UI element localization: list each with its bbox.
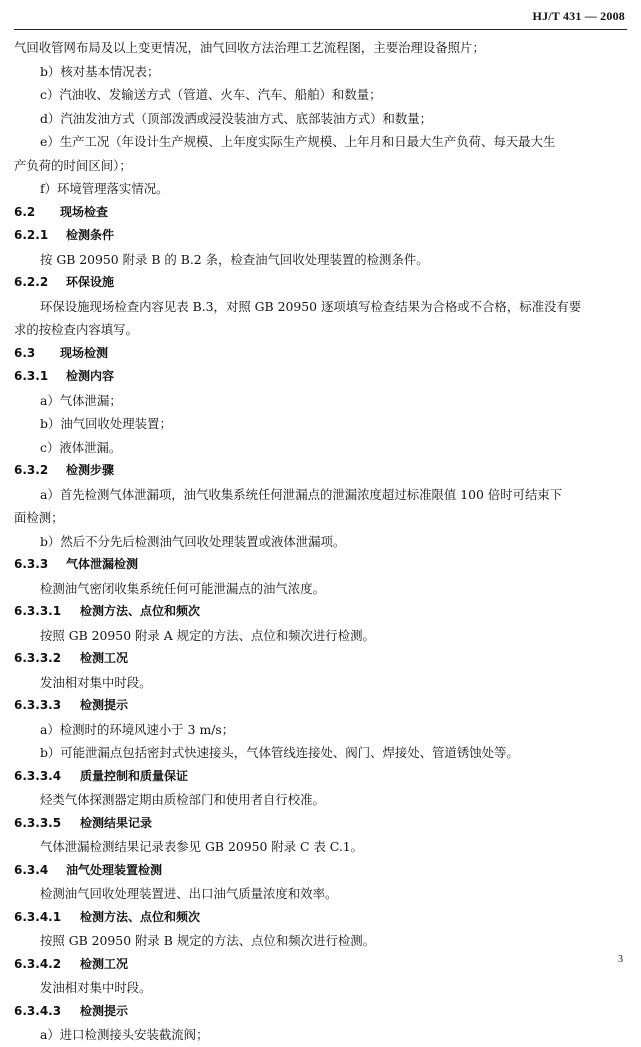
paragraph-line: 气回收管网布局及以上变更情况，油气回收方法治理工艺流程图，主要治理设备照片； bbox=[14, 40, 485, 55]
section-heading bbox=[14, 953, 627, 977]
section-number: 6.3.4.3 bbox=[14, 1003, 62, 1018]
section-number: 6.2.1 bbox=[14, 228, 49, 242]
paragraph-line: a）检测时的环境风速小于 3 m/s； bbox=[40, 721, 235, 737]
paragraph-line: 环保设施现场检查内容见表 B.3，对照 GB 20950 逐项填写检查结果为合格或不合格，标准没有要 bbox=[40, 298, 582, 314]
section-heading bbox=[14, 553, 627, 577]
paragraph-line: 求的按检查内容填写。 bbox=[14, 322, 138, 337]
paragraph-line: b）可能泄漏点包括密封式快速接头，气体管线连接处、阀门、焊接处、管道锈蚀处等。 bbox=[40, 745, 519, 760]
paragraph-line: 按 GB 20950 附录 B 的 B.2 条，检查油气回收处理装置的检测条件。 bbox=[40, 251, 429, 267]
paragraph-line: 按照 GB 20950 附录 A 规定的方法、点位和频次进行检测。 bbox=[40, 627, 375, 643]
section-title: 现场检测 bbox=[60, 345, 109, 360]
section-title: 气体泄漏检测 bbox=[66, 557, 139, 571]
section-heading bbox=[14, 271, 627, 295]
section-title: 检测内容 bbox=[66, 369, 115, 383]
section-number: 6.3.4 bbox=[14, 862, 49, 877]
section-heading bbox=[14, 342, 627, 366]
paragraph-line: 发油相对集中时段。 bbox=[40, 674, 152, 690]
page-number: 3 bbox=[618, 954, 623, 965]
paragraph-line: e）生产工况（年设计生产规模、上年度实际生产规模、上年月和日最大生产负荷、每天最大生 bbox=[40, 134, 556, 149]
section-number: 6.3.3 bbox=[14, 557, 49, 571]
paragraph-line: 发油相对集中时段。 bbox=[40, 980, 152, 995]
section-number: 6.3.3.3 bbox=[14, 698, 62, 712]
section-number: 6.2 bbox=[14, 204, 36, 219]
section-heading bbox=[14, 694, 627, 718]
standard-code-header: HJ/T 431 — 2008 bbox=[532, 9, 625, 23]
section-heading bbox=[14, 201, 627, 225]
section-number: 6.3 bbox=[14, 345, 36, 360]
document-body bbox=[14, 36, 627, 1047]
section-number: 6.3.1 bbox=[14, 369, 49, 383]
section-heading bbox=[14, 812, 627, 836]
section-number: 6.2.2 bbox=[14, 275, 49, 289]
section-title: 油气处理装置检测 bbox=[66, 862, 163, 877]
section-heading bbox=[14, 1000, 627, 1024]
section-title: 检测提示 bbox=[80, 698, 129, 712]
paragraph-line: b）油气回收处理装置； bbox=[40, 416, 172, 431]
section-heading bbox=[14, 600, 627, 624]
section-number: 6.3.3.4 bbox=[14, 768, 62, 783]
paragraph-line: a）进口检测接头安装截流阀； bbox=[40, 1027, 209, 1042]
section-number: 6.3.3.2 bbox=[14, 651, 62, 665]
section-heading bbox=[14, 906, 627, 930]
section-heading bbox=[14, 859, 627, 883]
section-number: 6.3.2 bbox=[14, 463, 49, 477]
section-title: 检测方法、点位和频次 bbox=[80, 604, 201, 618]
paragraph-line: a）首先检测气体泄漏项，油气收集系统任何泄漏点的泄漏浓度超过标准限值 100 倍时可结束下 bbox=[40, 486, 563, 502]
section-number: 6.3.4.2 bbox=[14, 956, 62, 971]
section-number: 6.3.4.1 bbox=[14, 909, 62, 924]
paragraph-line: 气体泄漏检测结果记录表参见 GB 20950 附录 C 表 C.1。 bbox=[40, 839, 364, 854]
section-heading bbox=[14, 765, 627, 789]
paragraph-line: 产负荷的时间区间）； bbox=[14, 157, 132, 173]
paragraph-line: 面检测； bbox=[14, 510, 64, 525]
paragraph-line: d）汽油发油方式（顶部泼洒或浸没装油方式、底部装油方式）和数量； bbox=[40, 110, 433, 126]
section-number: 6.3.3.1 bbox=[14, 604, 62, 618]
paragraph-line: f）环境管理落实情况。 bbox=[40, 181, 169, 196]
section-title: 检测工况 bbox=[80, 956, 129, 971]
section-title: 检测条件 bbox=[66, 228, 115, 242]
paragraph-line: 检测油气密闭收集系统任何可能泄漏点的油气浓度。 bbox=[40, 580, 325, 596]
paragraph-line: c）液体泄漏。 bbox=[40, 439, 122, 455]
section-title: 检测工况 bbox=[80, 651, 129, 665]
paragraph-line: c）汽油收、发输送方式（管道、火车、汽车、船舶）和数量； bbox=[40, 87, 382, 102]
section-number: 6.3.3.5 bbox=[14, 815, 62, 830]
paragraph-line: 烃类气体探测器定期由质检部门和使用者自行校准。 bbox=[40, 792, 325, 807]
section-heading bbox=[14, 459, 627, 483]
paragraph-line: b）然后不分先后检测油气回收处理装置或液体泄漏项。 bbox=[40, 533, 346, 549]
paragraph-line: a）气体泄漏； bbox=[40, 392, 122, 408]
paragraph-line: b）核对基本情况表； bbox=[40, 63, 160, 79]
section-heading bbox=[14, 647, 627, 671]
section-heading bbox=[14, 224, 627, 248]
paragraph-line: 检测油气回收处理装置进、出口油气质量浓度和效率。 bbox=[40, 886, 338, 901]
header-rule bbox=[14, 29, 627, 30]
section-title: 现场检查 bbox=[60, 204, 109, 219]
section-title: 检测结果记录 bbox=[80, 815, 153, 830]
section-title: 环保设施 bbox=[66, 275, 115, 289]
section-title: 质量控制和质量保证 bbox=[80, 768, 189, 783]
section-title: 检测提示 bbox=[80, 1003, 129, 1018]
paragraph-line: 按照 GB 20950 附录 B 规定的方法、点位和频次进行检测。 bbox=[40, 933, 376, 948]
section-heading bbox=[14, 365, 627, 389]
section-title: 检测步骤 bbox=[66, 463, 115, 477]
section-title: 检测方法、点位和频次 bbox=[80, 909, 201, 924]
